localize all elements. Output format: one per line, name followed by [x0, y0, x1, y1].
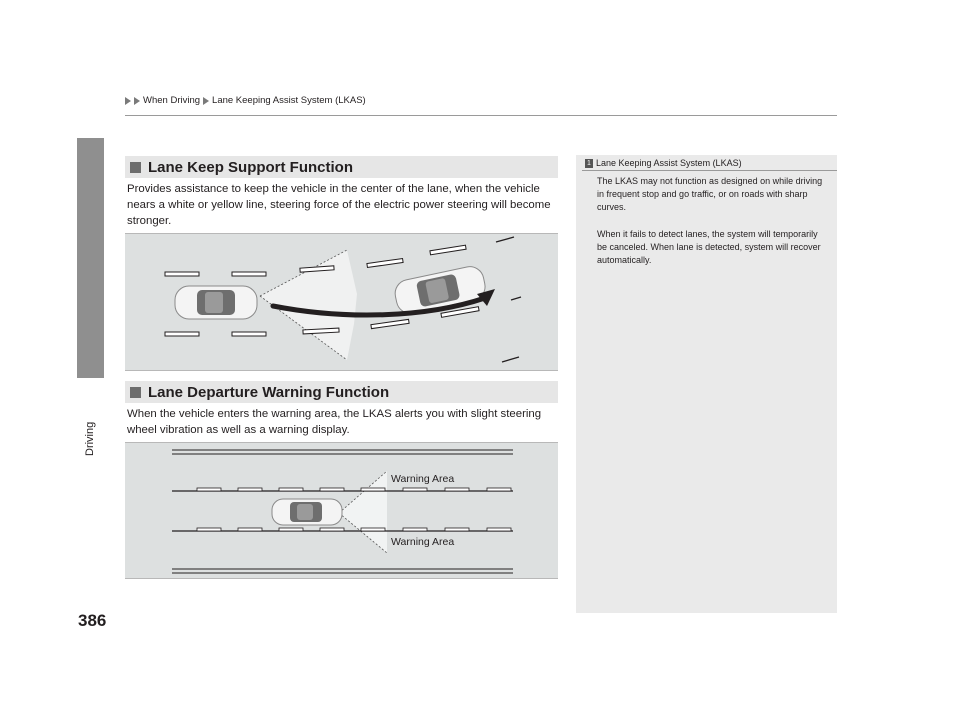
lane-departure-warning-figure [125, 442, 558, 579]
section-heading-text: Lane Keep Support Function [148, 158, 353, 176]
breadcrumb-arrow-icon [203, 97, 209, 105]
page-number: 386 [78, 611, 107, 630]
section-square-icon [130, 162, 141, 173]
breadcrumb-item[interactable]: When Driving [143, 95, 201, 106]
section-square-icon [130, 387, 141, 398]
vehicle [272, 499, 342, 525]
notes-paragraph: The LKAS may not function as designed on while driving in frequent stop and go traffic, or on roads with sharp curves. [597, 176, 823, 212]
warning-zone [339, 471, 387, 553]
lane-keep-support-figure [125, 233, 558, 371]
warning-area-label-bottom: Warning Area [391, 536, 455, 548]
chapter-tab [77, 138, 104, 378]
section-heading-lane-departure-warning [125, 381, 558, 403]
section-heading-lane-keep-support [125, 156, 558, 178]
notes-panel [576, 155, 837, 613]
lane-departure-illustration [125, 443, 558, 578]
lane-keep-support-illustration [125, 234, 558, 370]
section-heading-text: Lane Departure Warning Function [148, 383, 390, 401]
vehicle-left [175, 286, 257, 319]
chapter-label-text: Driving [84, 421, 96, 456]
header-rule [125, 115, 837, 116]
notes-title[interactable]: Lane Keeping Assist System (LKAS) [596, 158, 742, 168]
breadcrumb-arrow-icon [134, 97, 140, 105]
notes-rule [582, 170, 837, 171]
chapter-label [84, 396, 98, 456]
notes-paragraph: When it fails to detect lanes, the system will temporarily be canceled. When lane is detected, system will recover automatically. [597, 229, 821, 265]
section-paragraph: When the vehicle enters the warning area, the LKAS alerts you with slight steering wheel vibration as well as a warning display. [127, 408, 542, 436]
warning-area-label-top: Warning Area [391, 473, 455, 485]
section-paragraph: Provides assistance to keep the vehicle in the center of the lane, when the vehicle nears a white or yellow line, steering force of the electric power steering will become stronger. [127, 183, 551, 227]
note-badge-icon: 1 [585, 159, 593, 168]
breadcrumb-arrow-icon [125, 97, 131, 105]
notes-heading [585, 158, 742, 168]
breadcrumb [125, 95, 366, 106]
breadcrumb-item[interactable]: Lane Keeping Assist System (LKAS) [212, 95, 366, 106]
lane-edge-lines [496, 237, 521, 362]
